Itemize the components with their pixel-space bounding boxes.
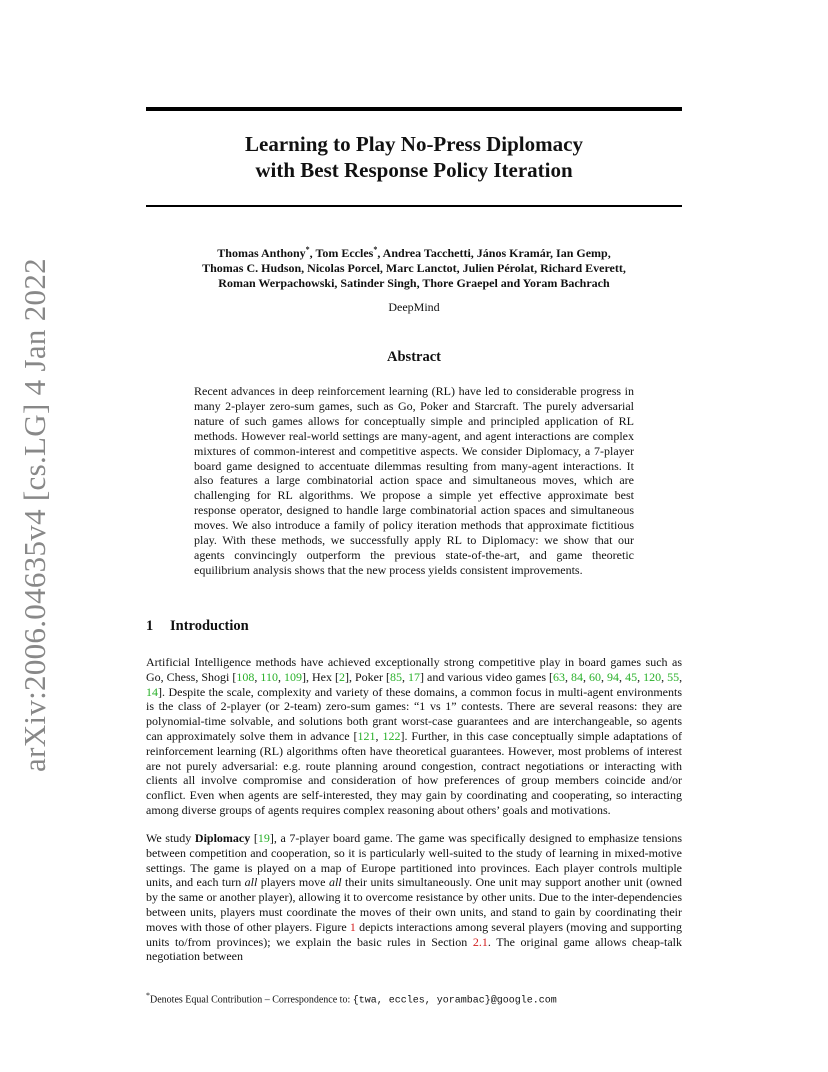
citation-link[interactable]: 85 — [389, 669, 402, 684]
citation-link[interactable]: 45 — [625, 669, 638, 684]
equal-contribution-mark: * — [373, 245, 378, 254]
figure-link[interactable]: 1 — [349, 919, 356, 934]
citation-link[interactable]: 55 — [667, 669, 680, 684]
citation-link[interactable]: 108 — [236, 669, 255, 684]
author-name: Thomas Anthony — [217, 246, 306, 260]
footnote — [146, 991, 682, 1006]
author-names: , Andrea Tacchetti, János Kramár, Ian Gemp, — [377, 246, 611, 260]
citation-link[interactable]: 60 — [589, 669, 602, 684]
section-number: 1 — [146, 618, 154, 634]
diplomacy-term: Diplomacy — [194, 831, 251, 845]
citation-link[interactable]: 109 — [283, 669, 302, 684]
citation-link[interactable]: 121 — [357, 728, 376, 743]
footnote-mark: * — [146, 991, 150, 1000]
authors-line-3: Roman Werpachowski, Satinder Singh, Thore Graepel and Yoram Bachrach — [218, 276, 610, 290]
title-line-1: Learning to Play No-Press Diplomacy — [245, 132, 583, 156]
intro-paragraph-1: Artificial Intelligence methods have achieved exceptionally strong competitive play in board games such as Go, Chess, Shogi [108, 110, 109], Hex [2], Poker [85, 17] and various video games [63, 84, 60, 94, 45, 120, 55, 14]. Despite the scale, complexity and variety of these domains, a common focus in multi-agent environments is the class of 2-player (or 2-team) zero-sum games: “1 vs 1” contests. There are several reasons: they are polynomial-time solvable, and solutions both grant worst-case guarantees and are interchangeable, so agents can approximately solve them in advance [121, 122]. Further, in this case conceptually simple adaptations of reinforcement learning (RL) algorithms often have theoretical guarantees. However, most problems of interest are not purely adversarial: e.g. route planning around congestion, contract negotiations or interacting with clients all involve compromise and consideration of how preferences of group members coincide and/or conflict. Even when agents are self-interested, they may gain by coordinating and cooperating, so interacting among diverse groups of agents requires complex reasoning about others’ goals and motivations. — [146, 655, 683, 817]
citation-link[interactable]: 17 — [408, 669, 420, 684]
citation-link[interactable]: 84 — [571, 669, 584, 684]
equal-contribution-mark: * — [305, 245, 310, 254]
citation-link[interactable]: 14 — [146, 684, 158, 699]
title-line-2: with Best Response Policy Iteration — [255, 158, 573, 182]
title-bottom-rule — [146, 205, 682, 207]
authors-line-1 — [146, 242, 682, 261]
section-heading — [146, 618, 249, 635]
citation-link[interactable]: 63 — [553, 669, 565, 684]
authors-line-2: Thomas C. Hudson, Nicolas Porcel, Marc Lanctot, Julien Pérolat, Richard Everett, — [202, 261, 626, 275]
paper-title — [146, 131, 682, 183]
citation-link[interactable]: 2 — [338, 669, 345, 684]
section-link[interactable]: 2.1 — [472, 934, 488, 949]
citation-link[interactable]: 122 — [382, 728, 401, 743]
author-name: , Tom Eccles — [309, 246, 374, 260]
abstract-heading: Abstract — [387, 349, 441, 365]
section-title: Introduction — [170, 618, 249, 634]
affiliation: DeepMind — [388, 300, 440, 314]
arxiv-sidebar — [16, 258, 54, 772]
footnote-email[interactable]: {twa, eccles, yorambac}@google.com — [352, 995, 557, 1007]
footnote-text: Denotes Equal Contribution – Correspondence to: — [150, 994, 353, 1006]
citation-link[interactable]: 120 — [643, 669, 662, 684]
citation-link[interactable]: 94 — [607, 669, 620, 684]
citation-link[interactable]: 110 — [260, 669, 278, 684]
citation-link[interactable]: 19 — [257, 831, 270, 845]
abstract-text: Recent advances in deep reinforcement learning (RL) have led to considerable progress in many 2-player zero-sum games, such as Go, Poker and Starcraft. The purely adversarial nature of such games allows for conceptually simple and principled application of RL methods. However real-world settings are many-agent, and agent interactions are complex mixtures of common-interest and competitive aspects. We consider Diplomacy, a 7-player board game designed to accentuate dilemmas resulting from many-agent interactions. It also features a large combinatorial action space and simultaneous moves, which are challenging for RL algorithms. We propose a simple yet effective approximate best response operator, designed to handle large combinatorial action spaces and simultaneous moves. We also introduce a family of policy iteration methods that approximate fictitious play. With these methods, we successfully apply RL to Diplomacy: we show that our agents convincingly outperform the previous state-of-the-art, and game theoretic equilibrium analysis shows that the new process yields consistent improvements. — [194, 384, 634, 577]
author-list — [146, 242, 682, 291]
arxiv-identifier: arXiv:2006.04635v4 [cs.LG] 4 Jan 2022 — [17, 258, 52, 772]
intro-paragraph-2: We study Diplomacy [19], a 7-player board game. The game was specifically designed to emphasize tensions between competition and cooperation, so it is particularly well-suited to the study of learning in mixed-motive settings. The game is played on a map of Europe partitioned into provinces. Each player controls multiple units, and each turn all players move all their units simultaneously. One unit may support another unit (owned by the same or another player), allowing it to overcome resistance by other units. Due to the inter-dependencies between units, players must coordinate the moves of their own units, and stand to gain by coordinating their moves with those of other players. Figure 1 depicts interactions among several players (moving and supporting units to/from provinces); we explain the basic rules in Section 2.1. The original game allows cheap-talk negotiation between — [146, 831, 683, 964]
title-top-rule — [146, 107, 682, 111]
